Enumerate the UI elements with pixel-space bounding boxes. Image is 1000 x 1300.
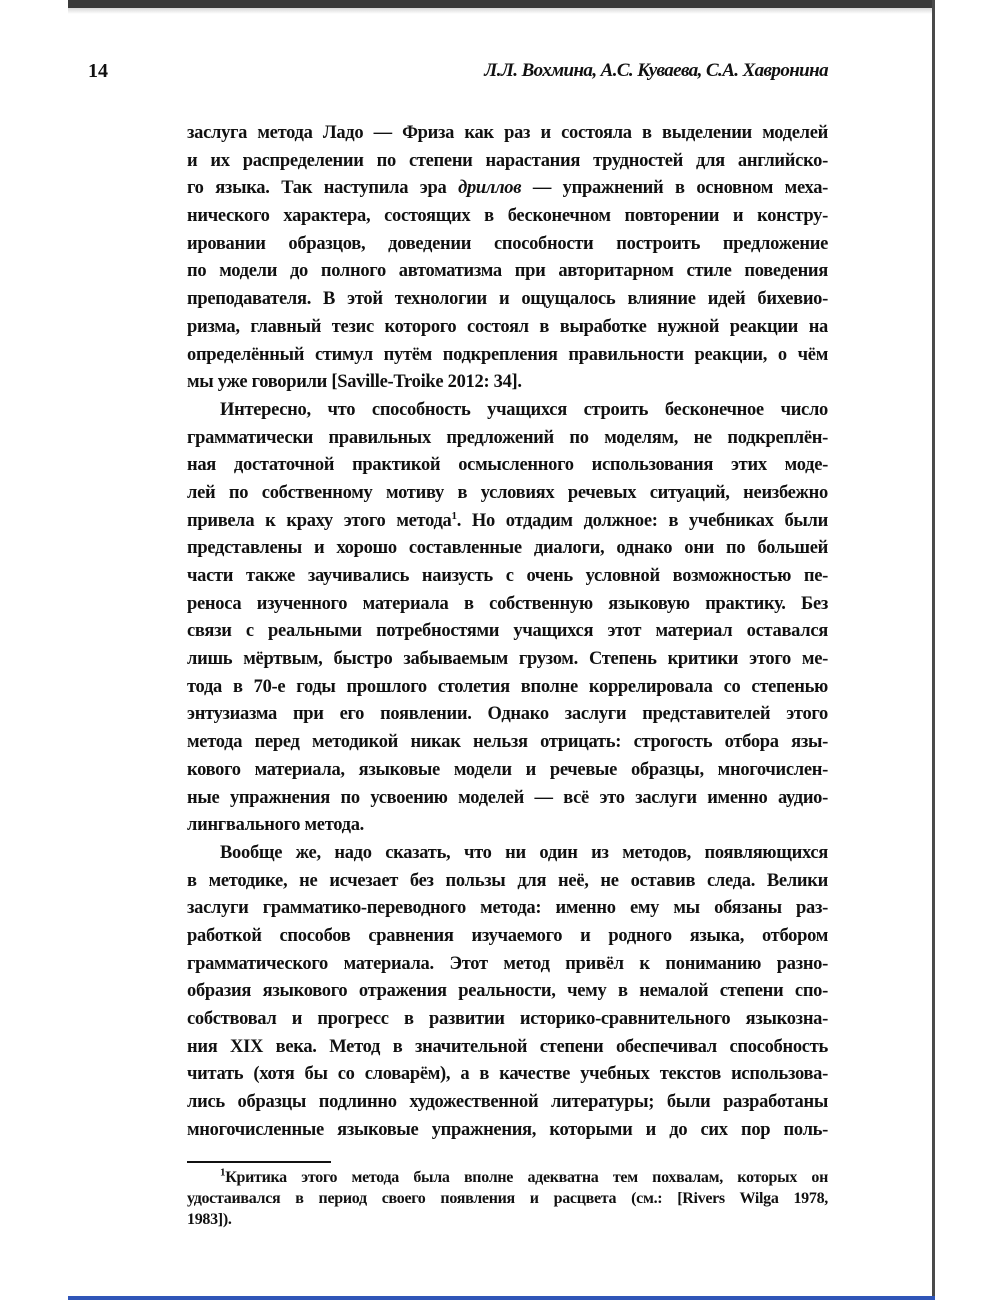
text-line: ная достаточной практикой осмысленного использования этих моде-: [187, 455, 828, 476]
text-line: по модели до полного автоматизма при авторитарном стиле поведения: [187, 261, 828, 282]
text-segment: — упражнений в основном меха-: [521, 178, 829, 199]
footnote-line: [187, 1167, 828, 1188]
text-line: в методике, не исчезает без пользы для неё, не оставив следа. Велики: [187, 870, 828, 891]
footnote: [187, 1167, 828, 1230]
text-line: преподавателя. В этой технологии и ощущалось влияние идей бихевио-: [187, 289, 828, 310]
text-line: представлены и хорошо составленные диалоги, однако они по большей: [187, 538, 828, 559]
paragraph: [187, 397, 828, 840]
text-line: грамматически правильных предложений по моделям, не подкреплён-: [187, 427, 828, 448]
text-line: ировании образцов, доведении способности построить предложение: [187, 233, 828, 254]
text-line: работкой способов сравнения изучаемого и родного языка, отбором: [187, 925, 828, 946]
text-segment: . Но отдадим должное: в учебниках были: [456, 510, 828, 531]
footnote-line: 1983]).: [187, 1211, 232, 1228]
text-line: определённый стимул путём подкрепления правильности реакции, о чём: [187, 344, 828, 365]
text-line: грамматического материала. Этот метод привёл к пониманию разно-: [187, 953, 828, 974]
text-line: Интересно, что способность учащихся строить бесконечное число: [220, 399, 828, 420]
page-number: 14: [88, 60, 108, 82]
text-line: части также заучивались наизусть с очень условной возможностью пе-: [187, 566, 828, 586]
footnote-line: удостаивался в период своего появления и расцвета (см.: [Rivers Wilga 1978,: [187, 1190, 828, 1207]
text-line: мы уже говорили [Saville-Troike 2012: 34].: [187, 372, 522, 393]
page-right-border: [932, 0, 935, 1300]
text-line: энтузиазма при его появлении. Однако заслуги представителей этого: [187, 704, 828, 725]
footnote-marker: 1: [220, 1166, 226, 1179]
text-line: собствовал и прогресс в развитии историко-сравнительного языкозна-: [187, 1009, 828, 1029]
page-top-shadow: [68, 8, 932, 14]
text-segment: го языка. Так наступила эра: [187, 178, 459, 199]
text-line: заслуга метода Ладо — Фриза как раз и состояла в выделении моделей: [187, 123, 828, 143]
footnote-marker: 1: [451, 509, 457, 522]
text-line: кового материала, языковые модели и речевые образцы, многочислен-: [187, 759, 828, 780]
text-line: многочисленные языковые упражнения, которыми и до сих пор поль-: [187, 1119, 828, 1140]
paragraph: [187, 120, 828, 397]
text-line: реноса изученного материала в собственную языковую практику. Без: [187, 593, 828, 614]
text-line: [187, 175, 828, 203]
text-line: лишь мёртвым, быстро забываемым грузом. Степень критики этого ме-: [187, 649, 828, 670]
text-line: образия языкового отражения реальности, чему в немалой степени спо-: [187, 981, 828, 1002]
text-line: ные упражнения по усвоению моделей — всё это заслуги именно аудио-: [187, 787, 828, 808]
italic-term: дриллов: [458, 178, 522, 199]
text-line: Вообще же, надо сказать, что ни один из методов, появляющихся: [220, 842, 828, 863]
text-line: тода в 70-е годы прошлого столетия вполне коррелировала со степенью: [187, 676, 828, 697]
text-line: заслуги грамматико-переводного метода: именно ему мы обязаны раз-: [187, 898, 828, 919]
text-line: связи с реальными потребностями учащихся этот материал оставался: [187, 621, 828, 642]
text-line: ния XIX века. Метод в значительной степени обеспечивал способность: [187, 1036, 828, 1057]
text-line: [187, 508, 828, 536]
text-line: лей по собственному мотиву в условиях речевых ситуаций, неизбежно: [187, 482, 828, 503]
text-line: лингвального метода.: [187, 815, 364, 836]
text-segment: Критика этого метода была вполне адекватна тем похвалам, которых он: [225, 1169, 828, 1186]
body-text: [187, 120, 828, 1144]
text-line: ризма, главный тезис которого состоял в выработке нужной реакции на: [187, 316, 828, 337]
text-line: метода перед методикой никак нельзя отрицать: строгость отбора язы-: [187, 732, 828, 753]
text-line: нического характера, состоящих в бесконечном повторении и констру-: [187, 206, 828, 227]
text-segment: привела к краху этого метода: [187, 510, 452, 531]
running-header-authors: Л.Л. Вохмина, А.С. Куваева, С.А. Хавронина: [484, 60, 828, 81]
text-line: и их распределении по степени нарастания трудностей для английско-: [187, 150, 828, 171]
text-line: читать (хотя бы со словарём), а в качестве учебных текстов использова-: [187, 1064, 828, 1085]
paragraph: [187, 840, 828, 1145]
text-line: лись образцы подлинно художественной литературы; были разработаны: [187, 1092, 828, 1113]
footnote-separator: [187, 1161, 331, 1163]
viewer-bottom-border: [68, 1296, 935, 1300]
